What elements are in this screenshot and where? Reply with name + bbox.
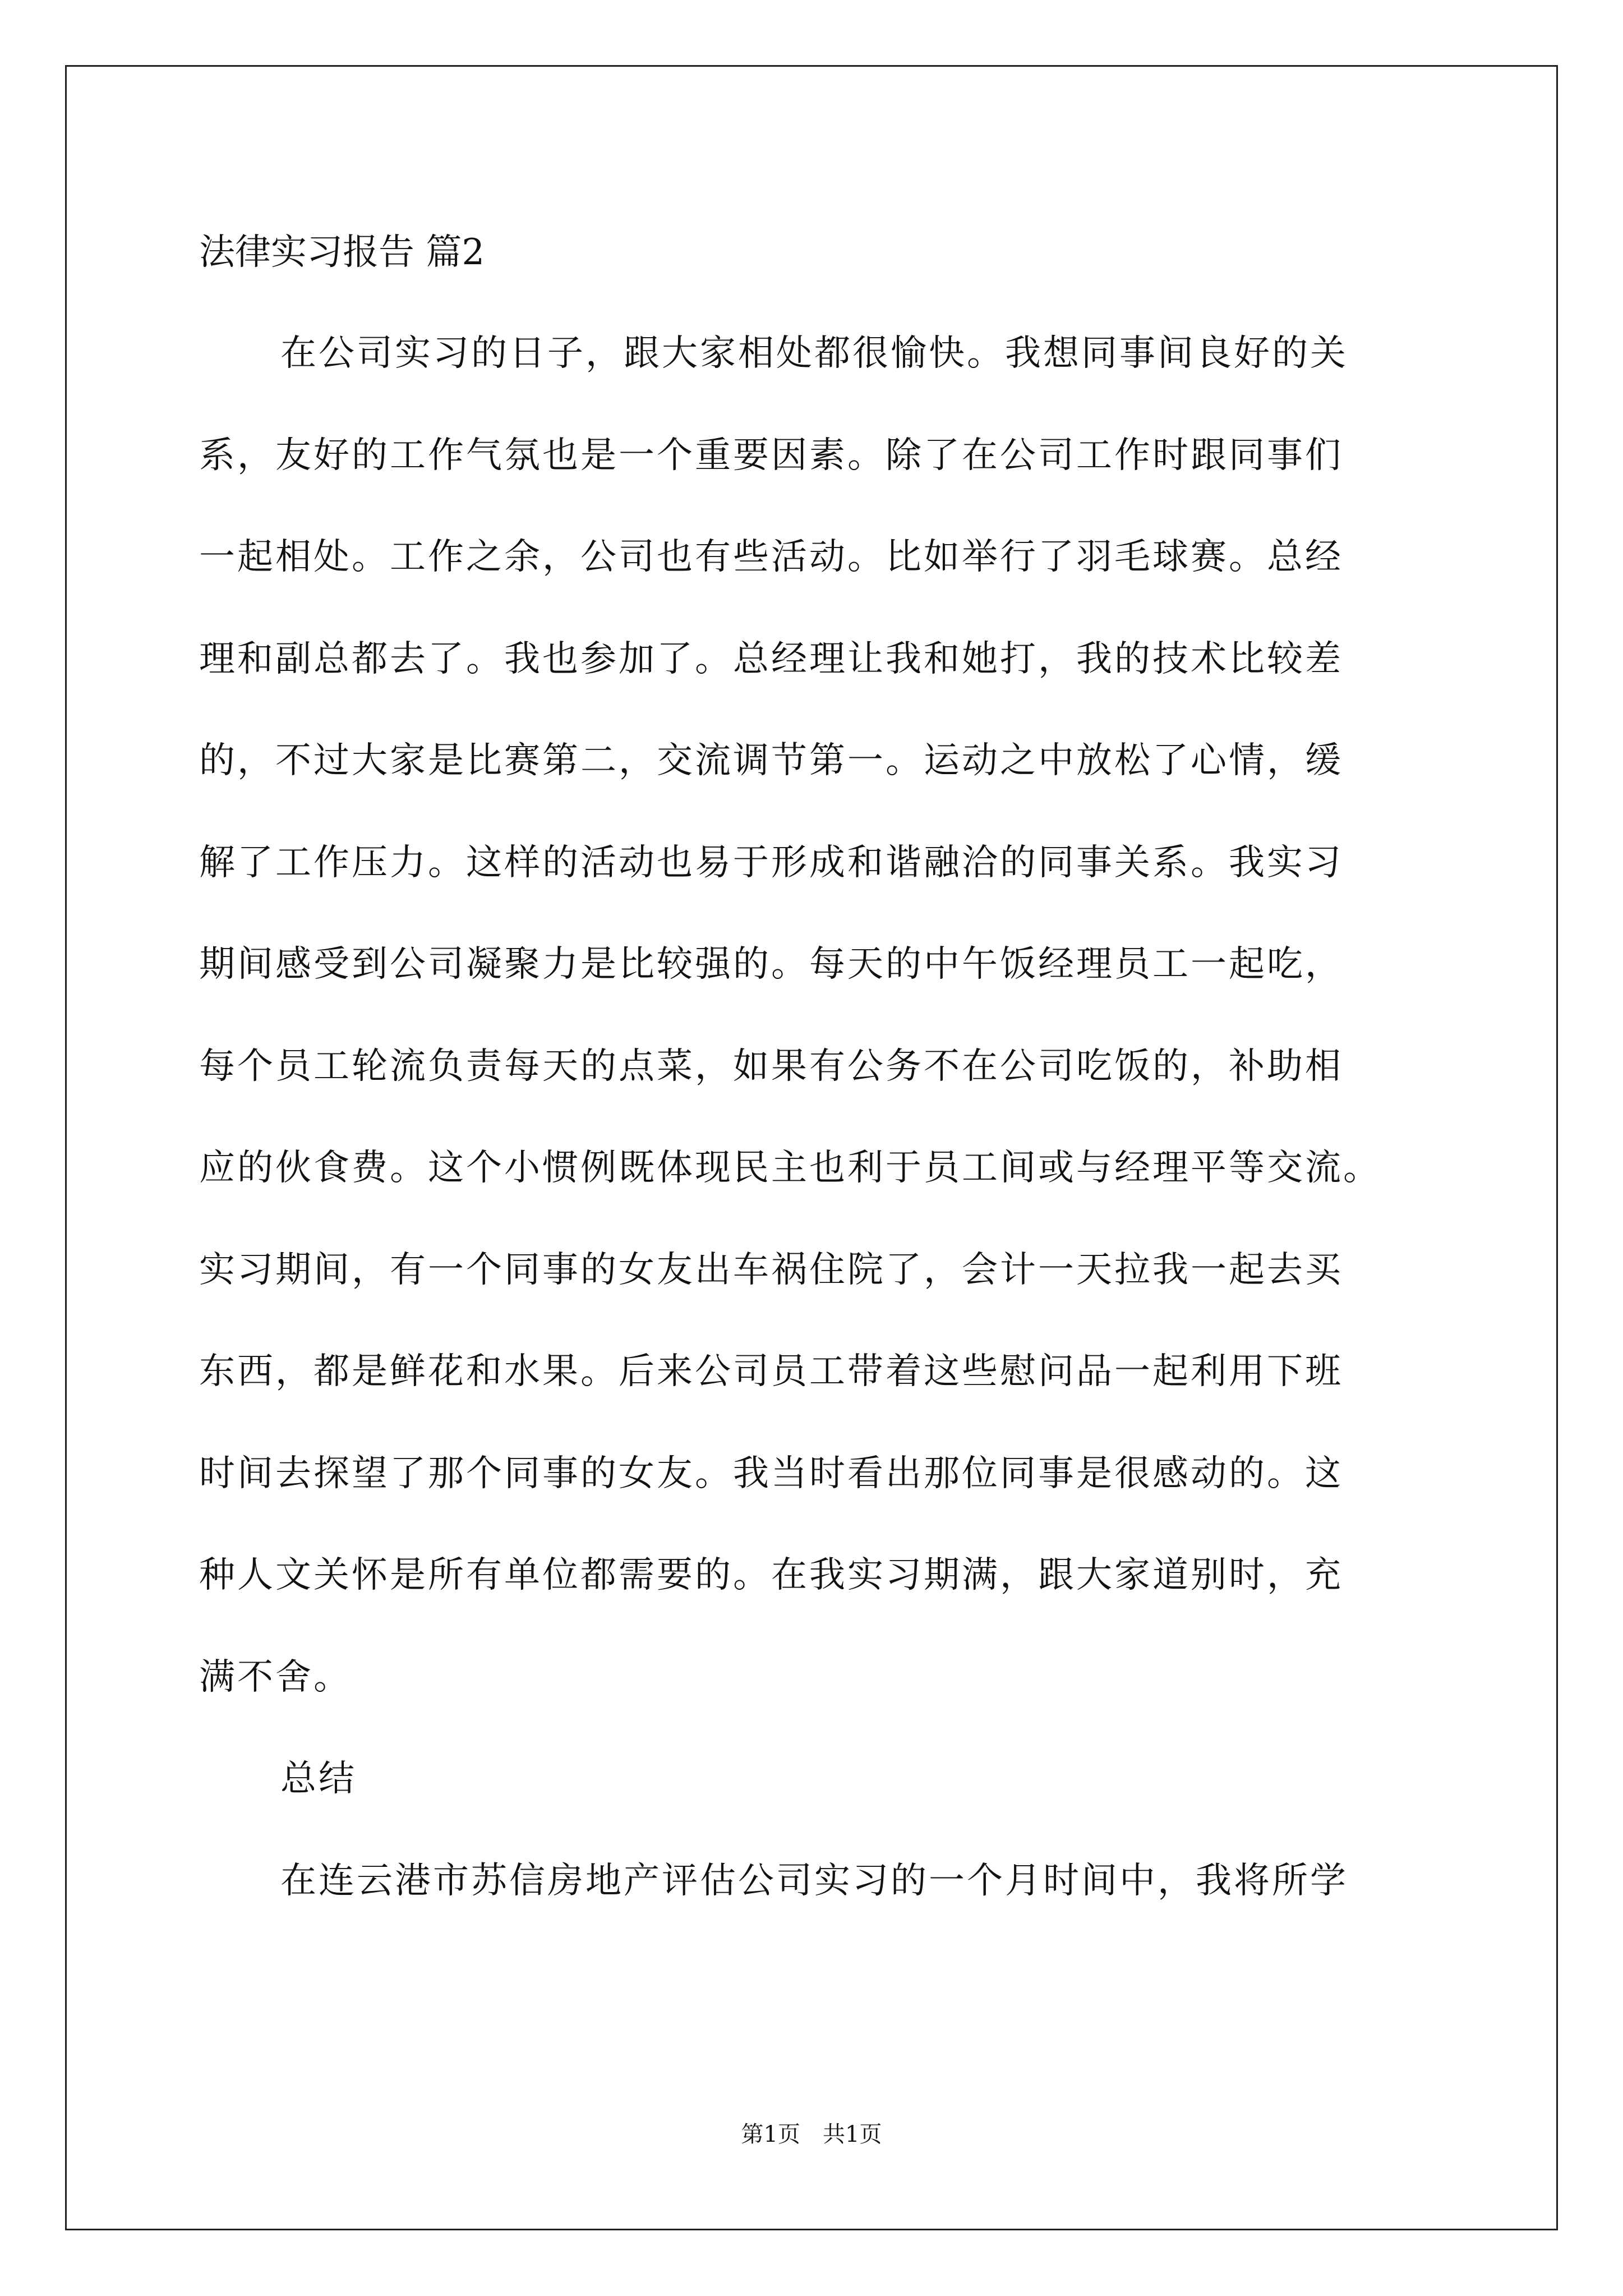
section-heading: 总结: [280, 1758, 357, 1800]
paragraph-line: 时间去探望了那个同事的女友。我当时看出那位同事是很感动的。这: [199, 1453, 1343, 1494]
paragraph-line: 在连云港市苏信房地产评估公司实习的一个月时间中，我将所学: [280, 1860, 1348, 1902]
paragraph-line: 解了工作压力。这样的活动也易于形成和谐融洽的同事关系。我实习: [199, 842, 1343, 884]
paragraph-line: 应的伙食费。这个小惯例既体现民主也利于员工间或与经理平等交流。: [199, 1147, 1381, 1189]
document-title: 法律实习报告 篇2: [199, 232, 485, 273]
paragraph-line: 满不舍。: [199, 1657, 352, 1698]
paragraph-line: 期间感受到公司凝聚力是比较强的。每天的中午饭经理员工一起吃，: [199, 944, 1343, 985]
paragraph-line: 实习期间，有一个同事的女友出车祸住院了，会计一天拉我一起去买: [199, 1249, 1343, 1291]
paragraph-line: 系，友好的工作气氛也是一个重要因素。除了在公司工作时跟同事们: [199, 435, 1343, 476]
page-number-footer: 第1页 共1页: [741, 2122, 882, 2147]
paragraph-line: 一起相处。工作之余，公司也有些活动。比如举行了羽毛球赛。总经: [199, 536, 1343, 578]
paragraph-line: 理和副总都去了。我也参加了。总经理让我和她打，我的技术比较差: [199, 638, 1343, 680]
paragraph-line: 种人文关怀是所有单位都需要的。在我实习期满，跟大家道别时，充: [199, 1554, 1343, 1596]
paragraph-line: 的，不过大家是比赛第二，交流调节第一。运动之中放松了心情，缓: [199, 740, 1343, 781]
paragraph-line: 每个员工轮流负责每天的点菜，如果有公务不在公司吃饭的，补助相: [199, 1046, 1343, 1087]
paragraph-line: 在公司实习的日子，跟大家相处都很愉快。我想同事间良好的关: [280, 333, 1348, 374]
paragraph-line: 东西，都是鲜花和水果。后来公司员工带着这些慰问品一起利用下班: [199, 1351, 1343, 1392]
